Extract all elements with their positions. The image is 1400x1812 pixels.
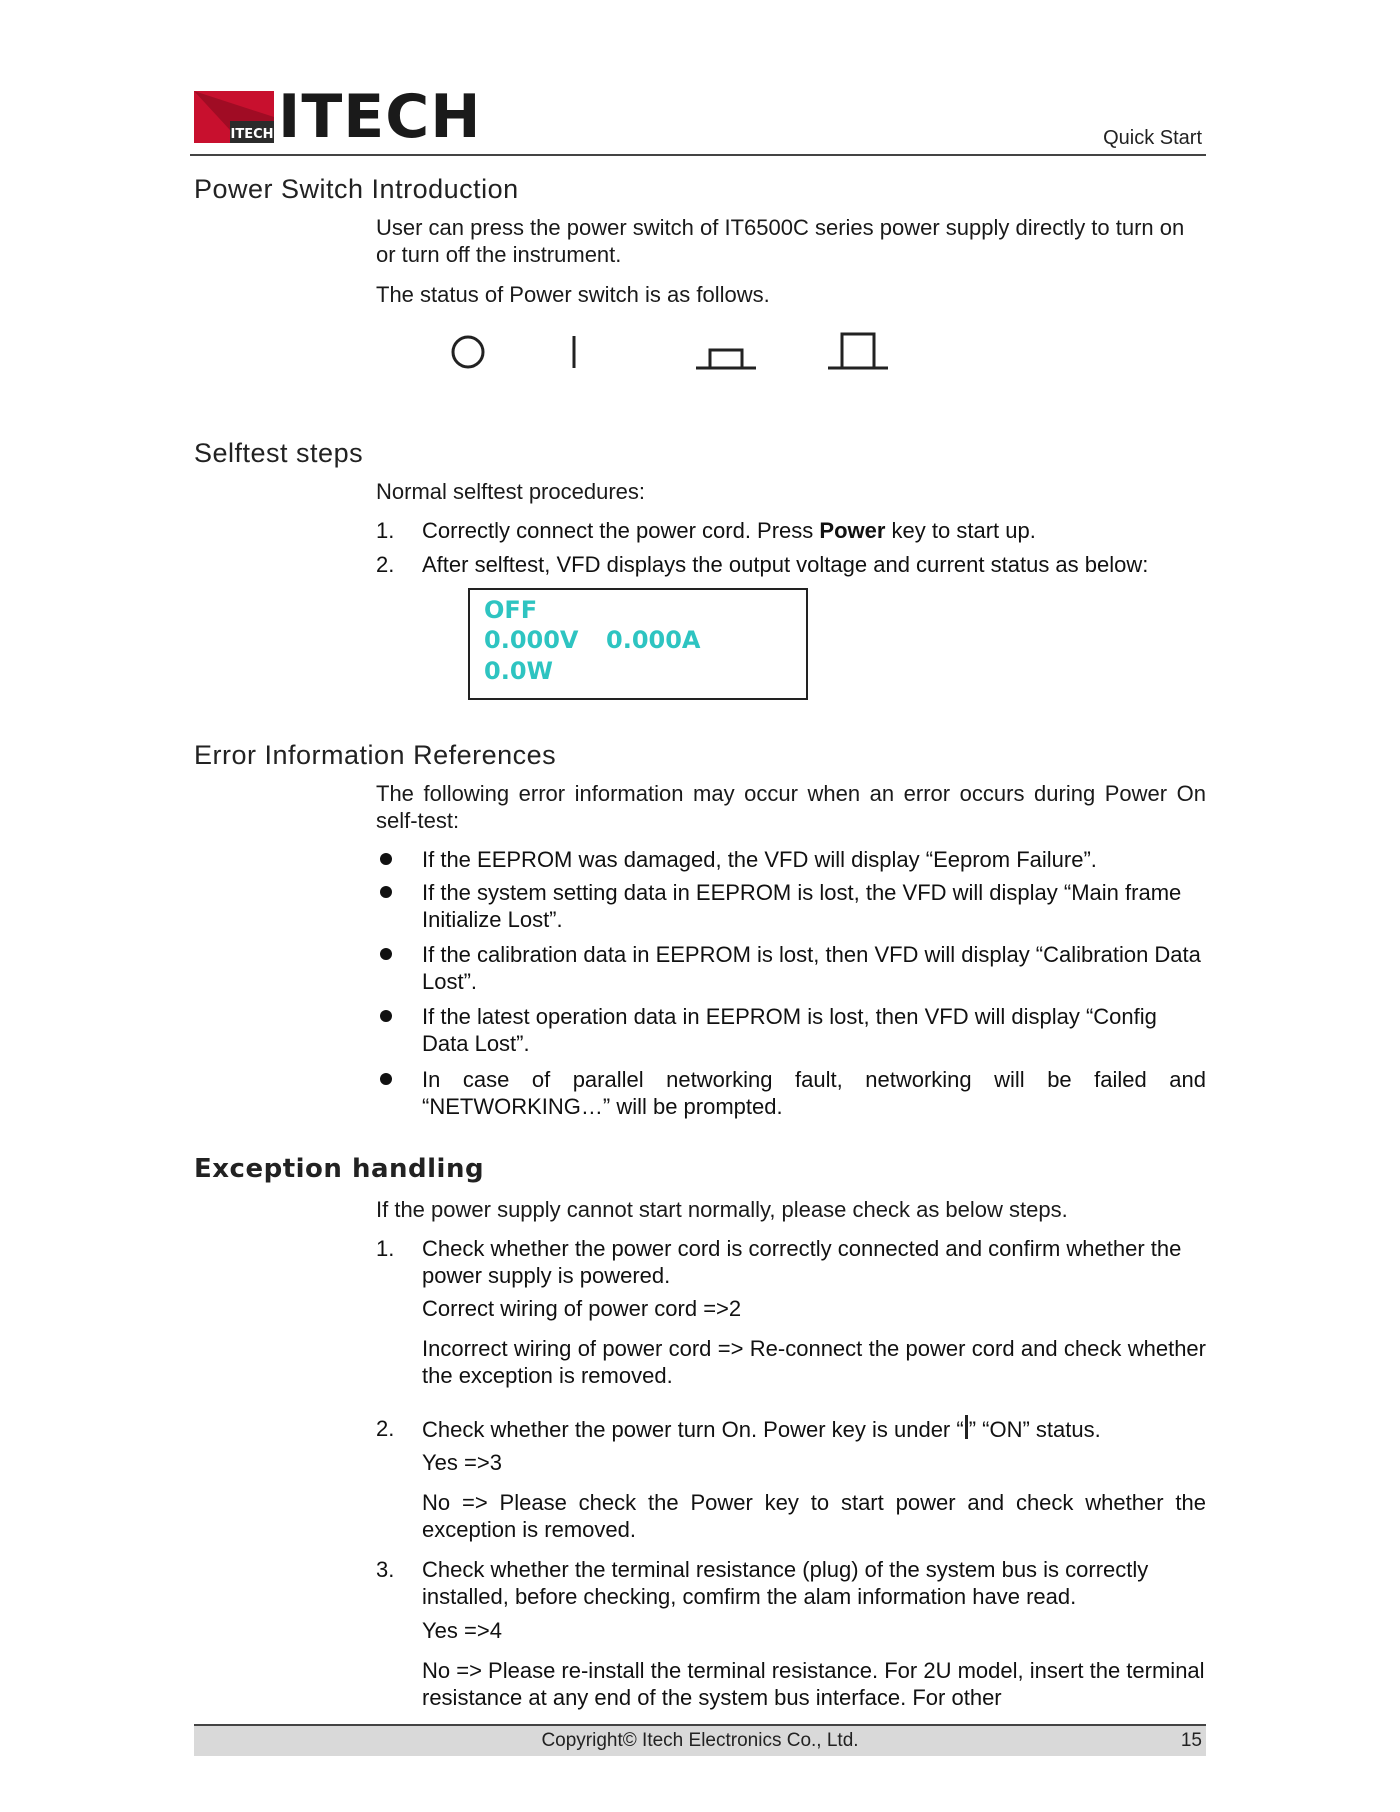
error-item: If the EEPROM was damaged, the VFD will display “Eeprom Failure”. xyxy=(422,847,1097,872)
exception-step-1-correct: Correct wiring of power cord =>2 xyxy=(422,1296,742,1321)
off-circle-icon xyxy=(448,332,488,377)
heading-power-switch: Power Switch Introduction xyxy=(194,174,519,204)
exception-intro: If the power supply cannot start normally, please check as below steps. xyxy=(376,1197,1068,1222)
page-number: 15 xyxy=(1180,1730,1202,1751)
exception-step-2-no: No => Please check the Power key to start power and check whether the exception is removed. xyxy=(422,1490,1206,1542)
exception-step-2-yes: Yes =>3 xyxy=(422,1450,502,1475)
error-item: If the system setting data in EEPROM is lost, the VFD will display “Main frame Initialize Lost”. xyxy=(422,880,1182,932)
vfd-display xyxy=(468,588,808,700)
exception-step-3-yes: Yes =>4 xyxy=(422,1618,502,1643)
page-header xyxy=(190,82,1206,156)
document-page: ITECH ITECH Quick Start Power Switch Introduction User can press the power switch of IT6500C series power supply directly to turn on or turn off the instrument. The status of Power switch is as follows. Selftest steps Normal selftest procedures: 1. Correctly connect the power cord. Press Power key to start up. 2. After selftest, VFD displays the output voltage and current status as below: OFF 0.000V 0.000A 0.0W Error Information References The following error information may occur when an error occurs during Power On self-test: If the EEPROM was damaged, the VFD will display “Eeprom Failure”. If the system setting data in EEPROM is lost, the VFD will display “Main frame Initialize Lost”. If the calibration data in EEPROM is lost, then VFD will display “Calibration Data Lost”. If the latest operation data in EEPROM is lost, then VFD will display “Config Data Lost”. In case of parallel networking fault, networking will be failed and “NETWORKING…” will be prompted. Exception handling If the power supply cannot start normally, please check as below steps. 1. Check whether the power cord is correctly connected and confirm whether the power supply is powered. Correct wiring of power cord =>2 Incorrect wiring of power cord => Re-connect the power cord and check whether the exception is removed. 2. Check whether the power turn On. Power key is under “ ” “ON” status. Yes =>3 No => Please check the Power key to start power and check whether the exception is removed. 3. Check whether the terminal resistance (plug) of the system bus is correctly installed, before checking, comfirm the alam information have read. Yes =>4 No => Please re-install the terminal resistance. For 2U model, insert the terminal resistance at any end of the system bus interface. For other Copyright© Itech Electronics Co., Ltd. 15 xyxy=(0,0,1400,1812)
switch-released-icon xyxy=(828,330,888,375)
error-item: In case of parallel networking fault, networking will be failed and “NETWORKING…” will be prompted. xyxy=(422,1067,1206,1119)
power-switch-intro: User can press the power switch of IT6500C series power supply directly to turn on or turn off the instrument. xyxy=(376,215,1185,267)
bullet-icon xyxy=(380,948,392,960)
vfd-power: 0.0W xyxy=(484,657,553,685)
heading-exception: Exception handling xyxy=(194,1154,485,1184)
exception-step-1-incorrect: Incorrect wiring of power cord => Re-connect the power cord and check whether the exception is removed. xyxy=(422,1336,1206,1388)
footer-copyright: Copyright© Itech Electronics Co., Ltd. xyxy=(541,1730,859,1751)
power-key-label: Power xyxy=(819,518,886,543)
error-item: If the latest operation data in EEPROM is lost, then VFD will display “Config Data Lost”. xyxy=(422,1004,1157,1056)
vfd-status: OFF xyxy=(484,596,538,624)
error-intro: The following error information may occur when an error occurs during Power On self-test: xyxy=(376,781,1206,833)
heading-selftest: Selftest steps xyxy=(194,438,364,468)
section-label: Quick Start xyxy=(1103,127,1202,149)
bullet-icon xyxy=(380,886,392,898)
itech-logo xyxy=(194,82,482,152)
on-line-icon xyxy=(568,332,580,377)
power-switch-status-text: The status of Power switch is as follows. xyxy=(376,282,770,307)
logo-badge xyxy=(194,91,274,143)
page-footer xyxy=(194,1724,1206,1756)
bullet-icon xyxy=(380,1010,392,1022)
vfd-voltage: 0.000V xyxy=(484,626,579,654)
logo-wordmark: ITECH xyxy=(278,82,482,152)
heading-error-info: Error Information References xyxy=(194,740,557,770)
bullet-icon xyxy=(380,1073,392,1085)
bullet-icon xyxy=(380,853,392,865)
error-item: If the calibration data in EEPROM is lost, then VFD will display “Calibration Data Lost”. xyxy=(422,942,1201,994)
svg-text:ITECH: ITECH xyxy=(230,127,274,142)
selftest-intro: Normal selftest procedures: xyxy=(376,479,645,504)
vfd-current: 0.000A xyxy=(606,626,701,654)
on-line-icon xyxy=(965,1415,968,1439)
exception-step-3-no: No => Please re-install the terminal resistance. For 2U model, insert the terminal resistance at any end of the system bus interface. For other xyxy=(422,1658,1205,1710)
switch-pressed-icon xyxy=(696,340,756,375)
